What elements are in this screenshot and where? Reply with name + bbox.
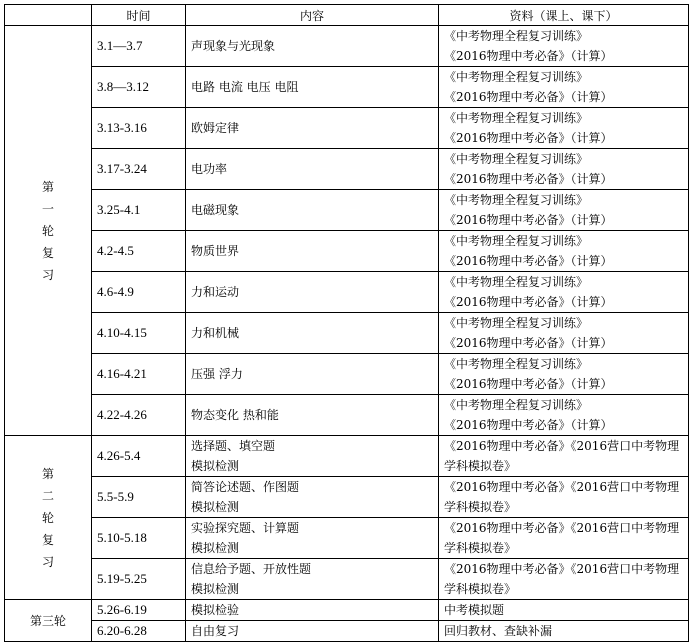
content-cell: [186, 436, 439, 477]
resource-line: 《2016物理中考必备》（计算）: [444, 131, 613, 145]
content-cell: [186, 108, 439, 149]
time-cell: 5.26-6.19: [92, 600, 186, 621]
time-cell: 3.8—3.12: [92, 67, 186, 108]
resources-cell: [439, 477, 689, 518]
resource-line: 《2016物理中考必备》《2016营口中考物理学科模拟卷》: [444, 562, 680, 596]
resources-cell: [439, 518, 689, 559]
time-cell: 3.13-3.16: [92, 108, 186, 149]
resource-line: 《中考物理全程复习训练》: [444, 398, 589, 412]
schedule-row: [5, 67, 689, 108]
time-cell: 4.6-4.9: [92, 272, 186, 313]
resource-line: 《2016物理中考必备》（计算）: [444, 254, 613, 268]
schedule-row: [5, 108, 689, 149]
time-cell: 4.26-5.4: [92, 436, 186, 477]
time-cell: 4.16-4.21: [92, 354, 186, 395]
resource-line: 《中考物理全程复习训练》: [444, 234, 589, 248]
schedule-row: [5, 313, 689, 354]
resources-cell: [439, 108, 689, 149]
header-round: [5, 5, 92, 26]
content-line: 简答论述题、作图题: [191, 480, 300, 494]
resource-line: 《2016物理中考必备》（计算）: [444, 172, 613, 186]
time-cell: 4.2-4.5: [92, 231, 186, 272]
resource-line: 《2016物理中考必备》（计算）: [444, 377, 613, 391]
content-line: 物态变化 热和能: [191, 408, 279, 422]
resource-line: 《中考物理全程复习训练》: [444, 357, 589, 371]
resources-cell: [439, 190, 689, 231]
resources-cell: [439, 67, 689, 108]
resources-cell: [439, 559, 689, 600]
content-cell: [186, 621, 439, 642]
content-cell: [186, 149, 439, 190]
resources-cell: [439, 436, 689, 477]
content-cell: [186, 518, 439, 559]
schedule-row: [5, 477, 689, 518]
content-cell: [186, 190, 439, 231]
resource-line: 《2016物理中考必备》《2016营口中考物理学科模拟卷》: [444, 521, 680, 555]
resource-line: 中考模拟题: [444, 603, 505, 617]
time-cell: 6.20-6.28: [92, 621, 186, 642]
content-cell: [186, 600, 439, 621]
round-label: 第一轮复习: [41, 179, 54, 282]
round-label-cell: [5, 600, 92, 642]
schedule-row: [5, 436, 689, 477]
resources-cell: [439, 313, 689, 354]
content-line: 模拟检测: [191, 582, 240, 596]
schedule-row: [5, 600, 689, 621]
round-label-cell: [5, 436, 92, 600]
content-cell: [186, 231, 439, 272]
content-cell: [186, 477, 439, 518]
schedule-body: [5, 26, 689, 642]
resources-cell: [439, 272, 689, 313]
resource-line: 《中考物理全程复习训练》: [444, 111, 589, 125]
schedule-row: [5, 272, 689, 313]
content-line: 选择题、填空题: [191, 439, 276, 453]
schedule-row: [5, 395, 689, 436]
resource-line: 《2016物理中考必备》（计算）: [444, 418, 613, 432]
header-time: 时间: [92, 5, 186, 26]
content-cell: [186, 559, 439, 600]
resource-line: 《2016物理中考必备》《2016营口中考物理学科模拟卷》: [444, 480, 680, 514]
resource-line: 《中考物理全程复习训练》: [444, 29, 589, 43]
content-line: 模拟检验: [191, 603, 240, 617]
content-cell: [186, 272, 439, 313]
time-cell: 3.1—3.7: [92, 26, 186, 67]
time-cell: 5.10-5.18: [92, 518, 186, 559]
round-label: 第二轮复习: [41, 466, 54, 569]
content-line: 声现象与光现象: [191, 39, 276, 53]
resource-line: 《2016物理中考必备》（计算）: [444, 49, 613, 63]
time-cell: 4.22-4.26: [92, 395, 186, 436]
resource-line: 《中考物理全程复习训练》: [444, 275, 589, 289]
content-line: 力和运动: [191, 285, 240, 299]
content-line: 模拟检测: [191, 500, 240, 514]
time-cell: 5.5-5.9: [92, 477, 186, 518]
schedule-row: [5, 26, 689, 67]
header-row: [5, 5, 689, 26]
schedule-row: [5, 518, 689, 559]
resource-line: 回归教材、查缺补漏: [444, 624, 553, 638]
resources-cell: [439, 621, 689, 642]
resource-line: 《2016物理中考必备》（计算）: [444, 90, 613, 104]
content-cell: [186, 313, 439, 354]
schedule-row: [5, 149, 689, 190]
time-cell: 4.10-4.15: [92, 313, 186, 354]
resources-cell: [439, 231, 689, 272]
time-cell: 3.25-4.1: [92, 190, 186, 231]
resources-cell: [439, 600, 689, 621]
resource-line: 《2016物理中考必备》《2016营口中考物理学科模拟卷》: [444, 439, 680, 473]
content-cell: [186, 354, 439, 395]
resource-line: 《中考物理全程复习训练》: [444, 70, 589, 84]
resource-line: 《中考物理全程复习训练》: [444, 152, 589, 166]
content-line: 信息给予题、开放性题: [191, 562, 312, 576]
resources-cell: [439, 354, 689, 395]
content-line: 电功率: [191, 162, 228, 176]
content-line: 模拟检测: [191, 459, 240, 473]
schedule-row: [5, 231, 689, 272]
resource-line: 《2016物理中考必备》（计算）: [444, 295, 613, 309]
resources-cell: [439, 26, 689, 67]
resources-cell: [439, 149, 689, 190]
resource-line: 《中考物理全程复习训练》: [444, 193, 589, 207]
content-line: 物质世界: [191, 244, 240, 258]
review-schedule-table: [4, 4, 689, 642]
time-cell: 3.17-3.24: [92, 149, 186, 190]
content-cell: [186, 67, 439, 108]
content-line: 电磁现象: [191, 203, 240, 217]
schedule-row: [5, 621, 689, 642]
resource-line: 《2016物理中考必备》（计算）: [444, 336, 613, 350]
content-line: 自由复习: [191, 624, 240, 638]
schedule-row: [5, 559, 689, 600]
schedule-row: [5, 354, 689, 395]
content-cell: [186, 26, 439, 67]
content-line: 模拟检测: [191, 541, 240, 555]
content-cell: [186, 395, 439, 436]
schedule-row: [5, 190, 689, 231]
resource-line: 《中考物理全程复习训练》: [444, 316, 589, 330]
round-label-cell: [5, 26, 92, 436]
content-line: 电路 电流 电压 电阻: [191, 80, 299, 94]
resource-line: 《2016物理中考必备》（计算）: [444, 213, 613, 227]
round-label: 第三轮: [29, 614, 66, 628]
time-cell: 5.19-5.25: [92, 559, 186, 600]
header-resources: 资料（课上、课下）: [439, 5, 689, 26]
resources-cell: [439, 395, 689, 436]
content-line: 欧姆定律: [191, 121, 240, 135]
header-content: 内容: [186, 5, 439, 26]
content-line: 压强 浮力: [191, 367, 243, 381]
content-line: 实验探究题、计算题: [191, 521, 300, 535]
content-line: 力和机械: [191, 326, 240, 340]
